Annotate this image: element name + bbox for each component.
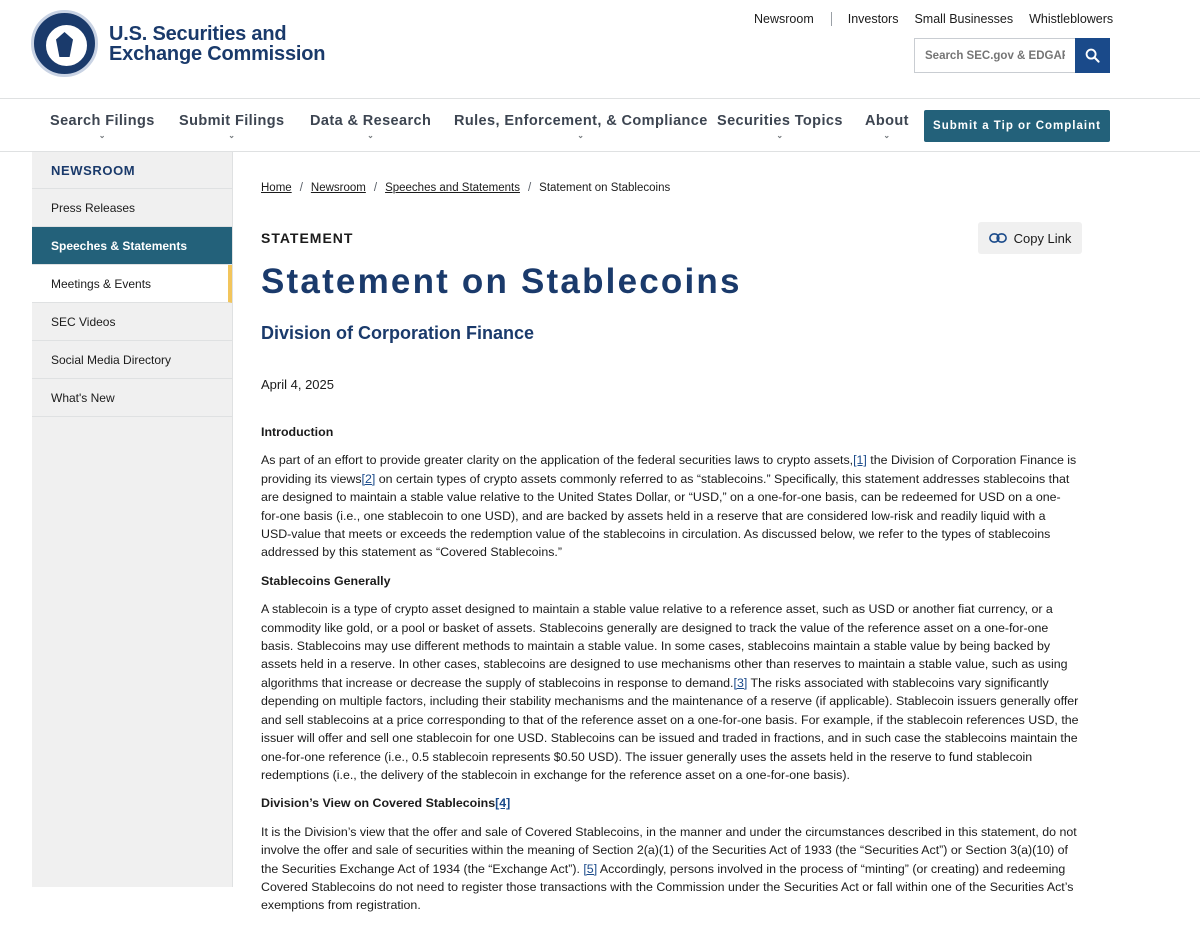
footnote-link-4[interactable]: [4] (495, 796, 511, 811)
text: The risks associated with stablecoins vary significantly depending on multiple factors, including their stability mechanisms and the maintenance of a reserve (if applicable). Stablecoin issuers generally offer and sell stablecoins at a price corresponding to that of the reference asset on a one-for-one basis. For example, if the stablecoin references USD, the issuer will offer and sell one stablecoin for one USD. Stablecoins can be issued and traded in fractions, and in such case the stablecoins maintain the one-for-one reference (i.e., 0.5 stablecoin represents $0.50 USD). The issuer generally uses the assets held in the reserve to fund stablecoin redemptions (i.e., the delivery of the stablecoin in exchange for the reference asset on a one-for-one basis). (261, 675, 1079, 782)
footnote-link-3[interactable]: [3] (733, 675, 748, 690)
division-name: Division of Corporation Finance (261, 323, 535, 343)
page-title: Statement on Stablecoins (261, 262, 742, 301)
top-link-whistleblowers[interactable]: Whistleblowers (1029, 12, 1114, 26)
sidebar-item-meetings-events[interactable]: Meetings & Events (32, 265, 232, 303)
logo-text (109, 24, 325, 64)
chevron-down-icon: ⌄ (367, 131, 375, 140)
sidebar-item-sec-videos[interactable]: SEC Videos (32, 303, 232, 341)
text: It is the Division’s view that the offer and sale of Covered Stablecoins, in the manner and under the circumstances described in this statement, do not involve the offer and sale of securities within the meaning of Section 2(a)(1) of the Securities Act of 1933 (the “Securities Act”) or Section 3(a)(10) of the Securities Exchange Act of 1934 (the “Exchange Act”). (261, 824, 1077, 876)
section-heading-introduction: Introduction (261, 425, 334, 439)
link-icon (989, 233, 1007, 243)
nav-search-filings[interactable] (50, 113, 155, 141)
chevron-down-icon: ⌄ (228, 131, 236, 140)
logo-line-1: U.S. Securities and (109, 22, 287, 45)
section-heading-stablecoins-generally: Stablecoins Generally (261, 573, 391, 588)
site-header (0, 0, 1200, 98)
search-icon (1085, 48, 1100, 63)
text: As part of an effort to provide greater clarity on the application of the federal securities laws to crypto assets, (261, 453, 854, 468)
nav-submit-filings[interactable] (179, 113, 285, 141)
submit-tip-button[interactable]: Submit a Tip or Complaint (924, 110, 1110, 142)
nav-securities-topics[interactable] (717, 113, 843, 141)
chevron-down-icon: ⌄ (776, 131, 784, 140)
text: Accordingly, persons involved in the process of “minting” (or creating) and redeeming Covered Stablecoins do not need to register those transactions with the Commission under the Securities Act or fall within one of the Securities Act’s exemptions from registration. (261, 861, 1074, 913)
chevron-down-icon: ⌄ (883, 131, 891, 140)
heading-text: Division’s View on Covered Stablecoins (261, 796, 496, 811)
main-content (232, 152, 1108, 913)
text: the Division of Corporation Finance is providing its views (261, 453, 1077, 486)
nav-label: Submit Filings (179, 113, 285, 129)
sec-seal-icon (31, 10, 98, 77)
paragraph-stablecoins-generally (261, 600, 1079, 784)
divider (831, 12, 832, 26)
breadcrumb-separator: / (527, 182, 532, 194)
top-link-investors[interactable]: Investors (847, 12, 899, 26)
chevron-down-icon: ⌄ (577, 131, 585, 140)
top-link-newsroom[interactable]: Newsroom (754, 12, 814, 26)
breadcrumb-separator: / (299, 182, 303, 194)
breadcrumb-current: Statement on Stablecoins (539, 182, 671, 194)
sidebar (32, 152, 232, 887)
breadcrumb-separator: / (373, 182, 378, 194)
nav-label: About (865, 113, 909, 129)
article-body (261, 423, 1079, 925)
breadcrumb-speeches[interactable]: Speeches and Statements (385, 182, 520, 194)
utility-links (754, 12, 1113, 26)
section-heading-divisions-view (261, 794, 1079, 812)
sidebar-item-whats-new[interactable]: What's New (32, 379, 232, 417)
nav-label: Data & Research (310, 113, 432, 129)
nav-data-research[interactable] (310, 113, 431, 141)
paragraph-intro (261, 451, 1079, 561)
publish-date: April 4, 2025 (261, 377, 334, 392)
copy-link-button[interactable] (978, 222, 1082, 254)
breadcrumb-home[interactable]: Home (261, 182, 292, 194)
chevron-down-icon: ⌄ (98, 131, 106, 140)
nav-label: Search Filings (50, 113, 155, 129)
footnote-link-1[interactable]: [1] (853, 453, 867, 468)
breadcrumb-newsroom[interactable]: Newsroom (310, 182, 366, 194)
sec-logo[interactable] (31, 10, 325, 77)
nav-label: Rules, Enforcement, & Compliance (454, 113, 708, 129)
footnote-link-2[interactable]: [2] (361, 471, 376, 486)
breadcrumb (261, 182, 670, 194)
logo-line-2: Exchange Commission (109, 42, 326, 65)
sidebar-title[interactable]: NEWSROOM (32, 152, 232, 189)
footnote-link-5[interactable]: [5] (583, 861, 598, 876)
sidebar-item-social-media-directory[interactable]: Social Media Directory (32, 341, 232, 379)
sidebar-item-speeches-statements[interactable]: Speeches & Statements (32, 227, 232, 265)
sidebar-item-press-releases[interactable]: Press Releases (32, 189, 232, 227)
search-bar (914, 38, 1110, 73)
top-link-small-businesses[interactable]: Small Businesses (914, 12, 1014, 26)
nav-label: Securities Topics (717, 113, 843, 129)
search-button[interactable] (1075, 38, 1110, 73)
nav-about[interactable] (865, 113, 909, 141)
nav-rules-enforcement[interactable] (454, 113, 708, 141)
main-nav (0, 98, 1200, 152)
copy-link-label: Copy Link (1013, 230, 1072, 246)
text: A stablecoin is a type of crypto asset designed to maintain a stable value relative to a reference asset, such as USD or another fiat currency, or a commodity like gold, or a pool or basket of assets. Stablecoins generally are designed to track the value of the reference asset on a one-for-one basis. Stablecoins may use different methods to maintain a stable value. In some cases, stablecoins maintain a stable value by being backed by assets held in a reserve. In other cases, stablecoins are designed to use mechanisms other than reserves to maintain a stable value, such as using algorithms that increase or decrease the supply of stablecoins in response to demand. (261, 602, 1068, 690)
content-type-label: STATEMENT (261, 230, 354, 246)
text: on certain types of crypto assets commonly referred to as “stablecoins.” Specifically, this statement addresses stablecoins that are designed to maintain a stable value relative to the United States Dollar, or “USD,” on a one-for-one basis, can be redeemed for USD on a one-for-one basis (i.e., one stablecoin to one USD), and are backed by assets held in a reserve that are considered low-risk and readily liquid with a USD-value that meets or exceeds the redemption value of the stablecoins in circulation. As discussed below, we refer to the types of stablecoins addressed by this statement as “Covered Stablecoins.” (261, 471, 1070, 560)
paragraph-divisions-view (261, 823, 1079, 915)
search-input[interactable] (914, 38, 1075, 73)
